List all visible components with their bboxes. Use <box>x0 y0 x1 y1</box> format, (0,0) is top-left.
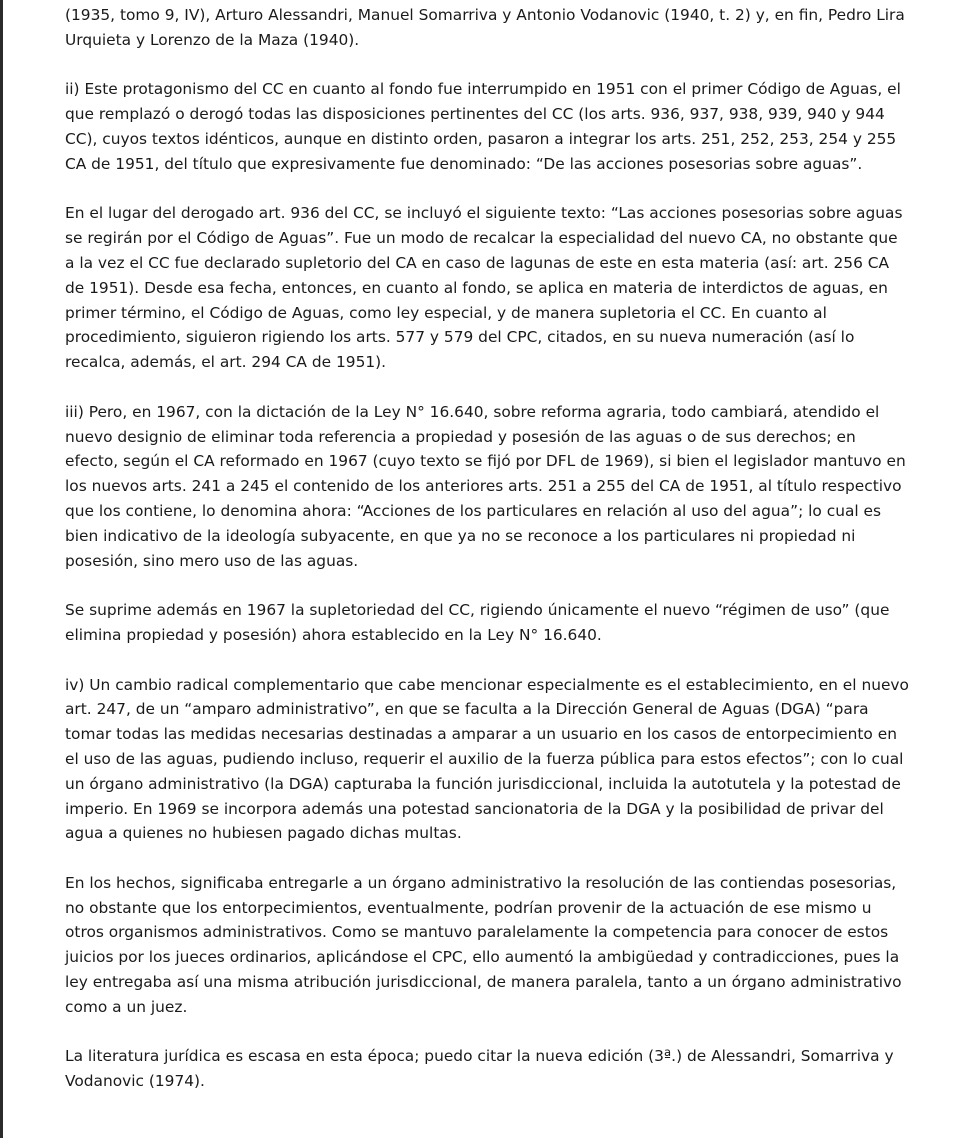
paragraph-8: La literatura jurídica es escasa en esta época; puedo citar la nueva edición (3ª.) de Alessandri, Somarriva y Vodanovic (1974). <box>65 1047 894 1091</box>
paragraph-5: Se suprime además en 1967 la supletoriedad del CC, rigiendo únicamente el nuevo “régimen de uso” (que elimina propiedad y posesión) ahora establecido en la Ley N° 16.640. <box>65 601 890 644</box>
paragraph-1: (1935, tomo 9, IV), Arturo Alessandri, Manuel Somarriva y Antonio Vodanovic (1940, t. 2) y, en fin, Pedro Lira Urquieta y Lorenzo de la Maza (1940). <box>65 6 905 49</box>
document-body <box>65 3 910 1119</box>
paragraph-7: En los hechos, significaba entregarle a un órgano administrativo la resolución de las contiendas posesorias, no obstante que los entorpecimientos, eventualmente, podrían provenir de la actuación de ese mismo u otros organismos administrativos. Como se mantuvo paralelamente la competencia para conocer de estos juicios por los jueces ordinarios, aplicándose el CPC, ello aumentó la ambigüedad y contradicciones, pues la ley entregaba así una misma atribución jurisdiccional, de manera paralela, tanto a un órgano administrativo como a un juez. <box>65 873 902 1016</box>
paragraph-4: iii) Pero, en 1967, con la dictación de la Ley N° 16.640, sobre reforma agraria, todo cambiará, atendido el nuevo designio de eliminar toda referencia a propiedad y posesión de las aguas o de sus derechos; en efecto, según el CA reformado en 1967 (cuyo texto se fijó por DFL de 1969), si bien el legislador mantuvo en los nuevos arts. 241 a 245 el contenido de los anteriores arts. 251 a 255 del CA de 1951, al título respectivo que los contiene, lo denomina ahora: “Acciones de los particulares en relación al uso del agua”; lo cual es bien indicativo de la ideología subyacente, en que ya no se reconoce a los particulares ni propiedad ni posesión, sino mero uso de las aguas. <box>65 402 906 570</box>
paragraph-6: iv) Un cambio radical complementario que cabe mencionar especialmente es el establecimiento, en el nuevo art. 247, de un “amparo administrativo”, en que se faculta a la Dirección General de Aguas (DGA) “para tomar todas las medidas necesarias destinadas a amparar a un usuario en los casos de entorpecimiento en el uso de las aguas, pudiendo incluso, requerir el auxilio de la fuerza pública para estos efectos”; con lo cual un órgano administrativo (la DGA) capturaba la función jurisdiccional, incluida la autotutela y la potestad de imperio. En 1969 se incorpora además una potestad sancionatoria de la DGA y la posibilidad de privar del agua a quienes no hubiesen pagado dichas multas. <box>65 675 909 843</box>
paragraph-2: ii) Este protagonismo del CC en cuanto al fondo fue interrumpido en 1951 con el primer Código de Aguas, el que remplazó o derogó todas las disposiciones pertinentes del CC (los arts. 936, 937, 938, 939, 940 y 944 CC), cuyos textos idénticos, aunque en distinto orden, pasaron a integrar los arts. 251, 252, 253, 254 y 255 CA de 1951, del título que expresivamente fue denominado: “De las acciones posesorias sobre aguas”. <box>65 80 901 173</box>
paragraph-3: En el lugar del derogado art. 936 del CC, se incluyó el siguiente texto: “Las acciones posesorias sobre aguas se regirán por el Código de Aguas”. Fue un modo de recalcar la especialidad del nuevo CA, no obstante que a la vez el CC fue declarado supletorio del CA en caso de lagunas de este en esta materia (así: art. 256 CA de 1951). Desde esa fecha, entonces, en cuanto al fondo, se aplica en materia de interdictos de aguas, en primer término, el Código de Aguas, como ley especial, y de manera supletoria el CC. En cuanto al procedimiento, siguieron rigiendo los arts. 577 y 579 del CPC, citados, en su nueva numeración (así lo recalca, además, el art. 294 CA de 1951). <box>65 204 903 372</box>
page-left-border <box>0 0 3 1138</box>
